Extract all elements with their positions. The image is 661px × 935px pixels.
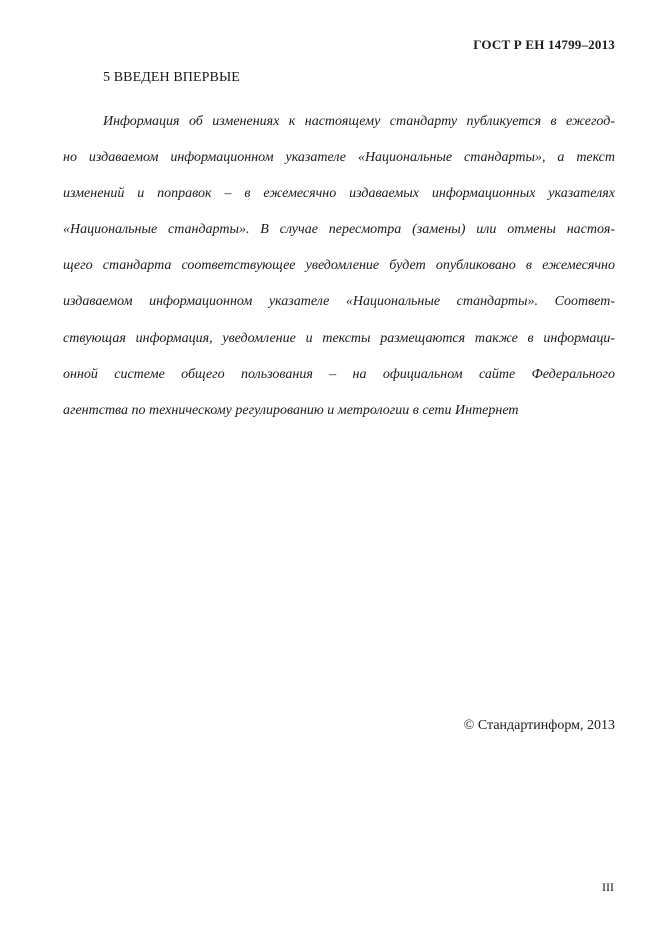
notice-line: онной системе общего пользования – на официальном сайте Федерального [63, 366, 615, 382]
notice-line: Информация об изменениях к настоящему стандарту публикуется в ежегод- [103, 114, 615, 129]
standard-code-header: ГОСТ Р ЕН 14799–2013 [473, 37, 615, 52]
notice-line: щего стандарта соответствующее уведомление будет опубликовано в ежемесячно [63, 258, 615, 274]
section-item-introduced: 5 ВВЕДЕН ВПЕРВЫЕ [103, 70, 240, 85]
notice-line: но издаваемом информационном указателе «Национальные стандарты», а текст [63, 150, 615, 166]
page-number: III [602, 880, 614, 894]
notice-line: изменений и поправок – в ежемесячно издаваемых информационных указателях [63, 186, 615, 202]
copyright-notice: © Стандартинформ, 2013 [463, 718, 615, 733]
notice-line: издаваемом информационном указателе «Национальные стандарты». Соответ- [63, 294, 615, 310]
amendments-notice-paragraph [63, 107, 615, 432]
notice-line: агентства по техническому регулированию и метрологии в сети Интернет [63, 402, 519, 418]
notice-line: «Национальные стандарты». В случае пересмотра (замены) или отмены настоя- [63, 222, 615, 238]
notice-line: ствующая информация, уведомление и тексты размещаются также в информаци- [63, 330, 615, 346]
